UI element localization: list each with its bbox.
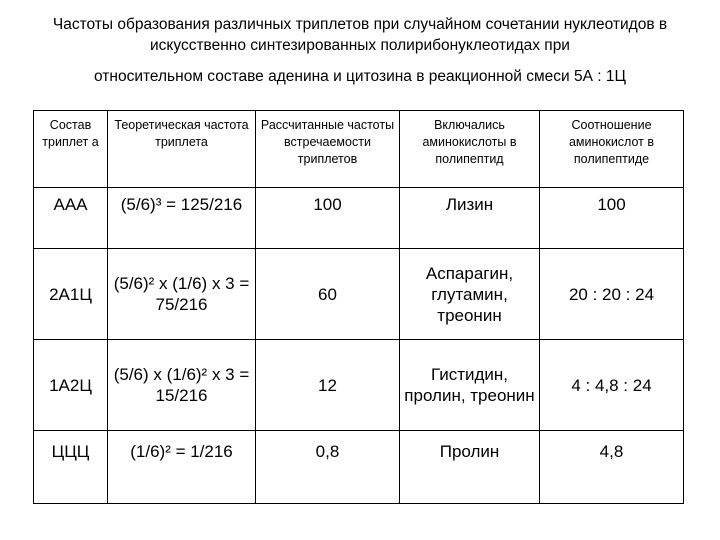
- page-title: [20, 14, 700, 87]
- cell-calculated-frequency: 12: [256, 340, 400, 431]
- cell-amino-acids: Пролин: [400, 431, 540, 504]
- cell-theoretical-frequency: (1/6)² = 1/216: [108, 431, 256, 504]
- triplet-frequency-table: [33, 110, 684, 504]
- header-theoretical-frequency: Теоретическая частота триплета: [108, 111, 256, 188]
- cell-calculated-frequency: 60: [256, 249, 400, 340]
- cell-theoretical-frequency: (5/6) x (1/6)² x 3 = 15/216: [108, 340, 256, 431]
- cell-calculated-frequency: 100: [256, 188, 400, 249]
- cell-calculated-frequency: 0,8: [256, 431, 400, 504]
- header-composition: Состав триплет а: [34, 111, 108, 188]
- cell-ratio: 20 : 20 : 24: [540, 249, 684, 340]
- table-row: [34, 249, 684, 340]
- header-ratio: Соотношение аминокислот в полипептиде: [540, 111, 684, 188]
- cell-ratio: 100: [540, 188, 684, 249]
- cell-theoretical-frequency: (5/6)² x (1/6) x 3 = 75/216: [108, 249, 256, 340]
- cell-composition: ЦЦЦ: [34, 431, 108, 504]
- cell-composition: 1А2Ц: [34, 340, 108, 431]
- cell-composition: ААА: [34, 188, 108, 249]
- cell-composition: 2А1Ц: [34, 249, 108, 340]
- table-row: [34, 188, 684, 249]
- title-line-1: Частоты образования различных триплетов при случайном сочетании нуклеотидов в искусственно синтезированных полирибонуклеотидах при: [52, 16, 668, 54]
- table-row: [34, 340, 684, 431]
- header-calculated-frequency: Рассчитанные частоты встречаемости триплетов: [256, 111, 400, 188]
- table-header-row: [34, 111, 684, 188]
- header-amino-acids: Включались аминокислоты в полипептид: [400, 111, 540, 188]
- cell-theoretical-frequency: (5/6)³ = 125/216: [108, 188, 256, 249]
- cell-amino-acids: Лизин: [400, 188, 540, 249]
- title-line-2: относительном составе аденина и цитозина в реакционной смеси 5А : 1Ц: [94, 68, 626, 85]
- cell-amino-acids: Гистидин, пролин, треонин: [400, 340, 540, 431]
- cell-amino-acids: Аспарагин, глутамин, треонин: [400, 249, 540, 340]
- cell-ratio: 4 : 4,8 : 24: [540, 340, 684, 431]
- cell-ratio: 4,8: [540, 431, 684, 504]
- table-row: [34, 431, 684, 504]
